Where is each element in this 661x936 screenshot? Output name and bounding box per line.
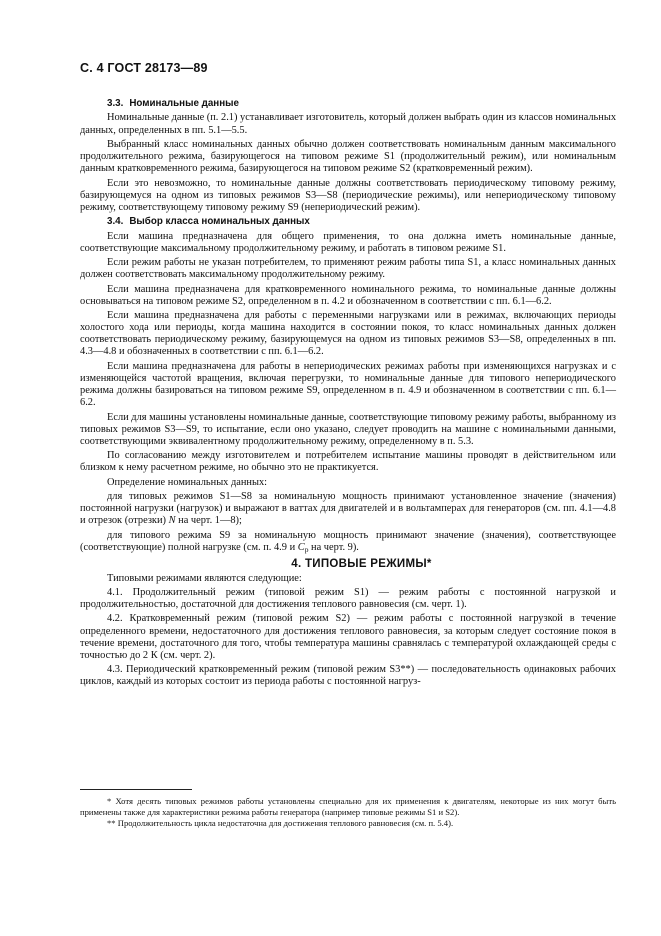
paragraph: По согласованию между изготовителем и потребителем испытание машины проводят в действительном или близком к нему расчетном режиме, но обычно это не практикуется. [80,450,616,474]
paragraph [80,491,616,527]
paragraph: Если машина предназначена для работы в непериодических режимах работы при изменяющихся нагрузках и с изменяющейся частотой вращения, включая перегрузки, то номинальные данные для типового непериодического режима должны базироваться на типовом режиме S9, определенном в п. 4.9 и обозначенном в соответствии с пп. 6.1—6.2. [80,360,616,409]
section-title-4: 4. ТИПОВЫЕ РЕЖИМЫ* [291,558,432,571]
subscript-p: p [304,544,309,554]
footnote: ** Продолжительность цикла недостаточна для достижения теплового равновесия (см. п. 5.4). [107,818,454,829]
paragraph: Определение номинальных данных: [107,476,268,488]
paragraph [80,530,616,556]
text-run: на черт. 1—8); [175,515,242,527]
paragraph: Если режим работы не указан потребителем, то применяют режим работы типа S1, а класс номинальных данных должен соответствовать максимальному продолжительному режиму. [80,257,616,281]
subsection-title: Номинальные данные [129,98,239,109]
subsection-heading-3-3 [80,98,616,110]
paragraph: 4.3. Периодический кратковременный режим (типовой режим S3**) — последовательность одинаковых рабочих циклов, каждый из которых состоит из периода работы с постоянной нагруз- [80,664,616,688]
footnotes [80,796,616,830]
paragraph: Если машина предназначена для общего применения, то она должна иметь номинальные данные, соответствующие максимальному продолжительному режиму, и работать в типовом режиме S1. [80,230,616,254]
subsection-number: 3.4. [107,216,124,228]
paragraph: 4.1. Продолжительный режим (типовой режим S1) — режим работы с постоянной нагрузкой и продолжительностью, достаточной для достижения теплового равновесия (см. черт. 1). [80,586,616,611]
footnote: * Хотя десять типовых режимов работы установлены специально для их применения к двигателям, некоторые из них могут быть применены также для характеристики режима работы генератора (например типовые режимы S1 и S2). [80,796,616,817]
page-header: С. 4 ГОСТ 28173—89 [80,61,208,75]
subsection-title: Выбор класса номинальных данных [129,216,310,228]
paragraph: Если это невозможно, то номинальные данные должны соответствовать периодическому типовому режиму, базирующемуся на одном из типовых режимов S3—S8 (периодические режимы), или непериодическому типовому режиму, соответствующему типовому режиму S9 (непериодический режим). [80,177,616,213]
paragraph: Если машина предназначена для кратковременного номинального режима, то номинальные данные должны основываться на типовом режиме S2, определенном в п. 4.2 и обозначенном в соответствии с пп. 6.1—6.2. [80,283,616,307]
variable-c: C [297,541,305,553]
text-run: для типовых режимов S1—S8 за номинальную мощность принимают установленное значение (значения) постоянной нагрузки (нагрузок) и выражают в ваттах для двигателей и в вольтамперах для генераторов (см. пп. 4.1—4.8 и отрезок (отрезки) [80,491,616,527]
paragraph: Номинальные данные (п. 2.1) устанавливает изготовитель, который должен выбрать один из классов номинальных данных, определенных в пп. 5.1—5.5. [80,112,617,136]
text-run: на черт. 9). [308,541,359,553]
document-body [80,98,616,691]
footnote-divider [80,789,192,790]
paragraph: Если машина предназначена для работы с переменными нагрузками или в режимах, включающих периоды холостого хода или периоды, когда машина находится в состоянии покоя, то класс номинальных данных должен соответствовать периодическому режиму, базирующемуся на одном из типовых режимов S3—S8, определенных в пп. 4.3—4.8 и обозначенных в соответствии с пп. 6.1—6.2. [80,310,616,358]
subsection-number: 3.3. [107,98,124,109]
paragraph: 4.2. Кратковременный режим (типовой режим S2) — режим работы с постоянной нагрузкой в течение определенного времени, недостаточного для достижения теплового равновесия, за которым следует состояние покоя в течение времени, достаточного для того, чтобы температура машины сравнялась с температурой охлаждающей среды с точностью до 2 К (см. черт. 2). [80,613,616,661]
paragraph: Типовыми режимами являются следующие: [107,572,302,584]
text-run: для типового режима S9 за номинальную мощность принимают значение (значения), соответствующее (соответствующие) полной нагрузке (см. п. 4.9 и [80,529,616,553]
subsection-heading-3-4 [80,216,616,228]
paragraph: Если для машины установлены номинальные данные, соответствующие типовому режиму работы, выбранному из типовых режимов S3—S9, то испытание, если оно указано, следует проводить на машине с номинальными данными, соответствующими эквивалентному продолжительному режиму, определенному в п. 5.3. [80,411,616,447]
paragraph: Выбранный класс номинальных данных обычно должен соответствовать номинальным данным максимального продолжительного режима, базирующегося на типовом режиме S1 (продолжительный режим), или номинальным данным кратковременного режима, базирующегося на типовом режиме S2 (кратковременный режим). [80,138,616,175]
variable-n: N [168,515,176,527]
